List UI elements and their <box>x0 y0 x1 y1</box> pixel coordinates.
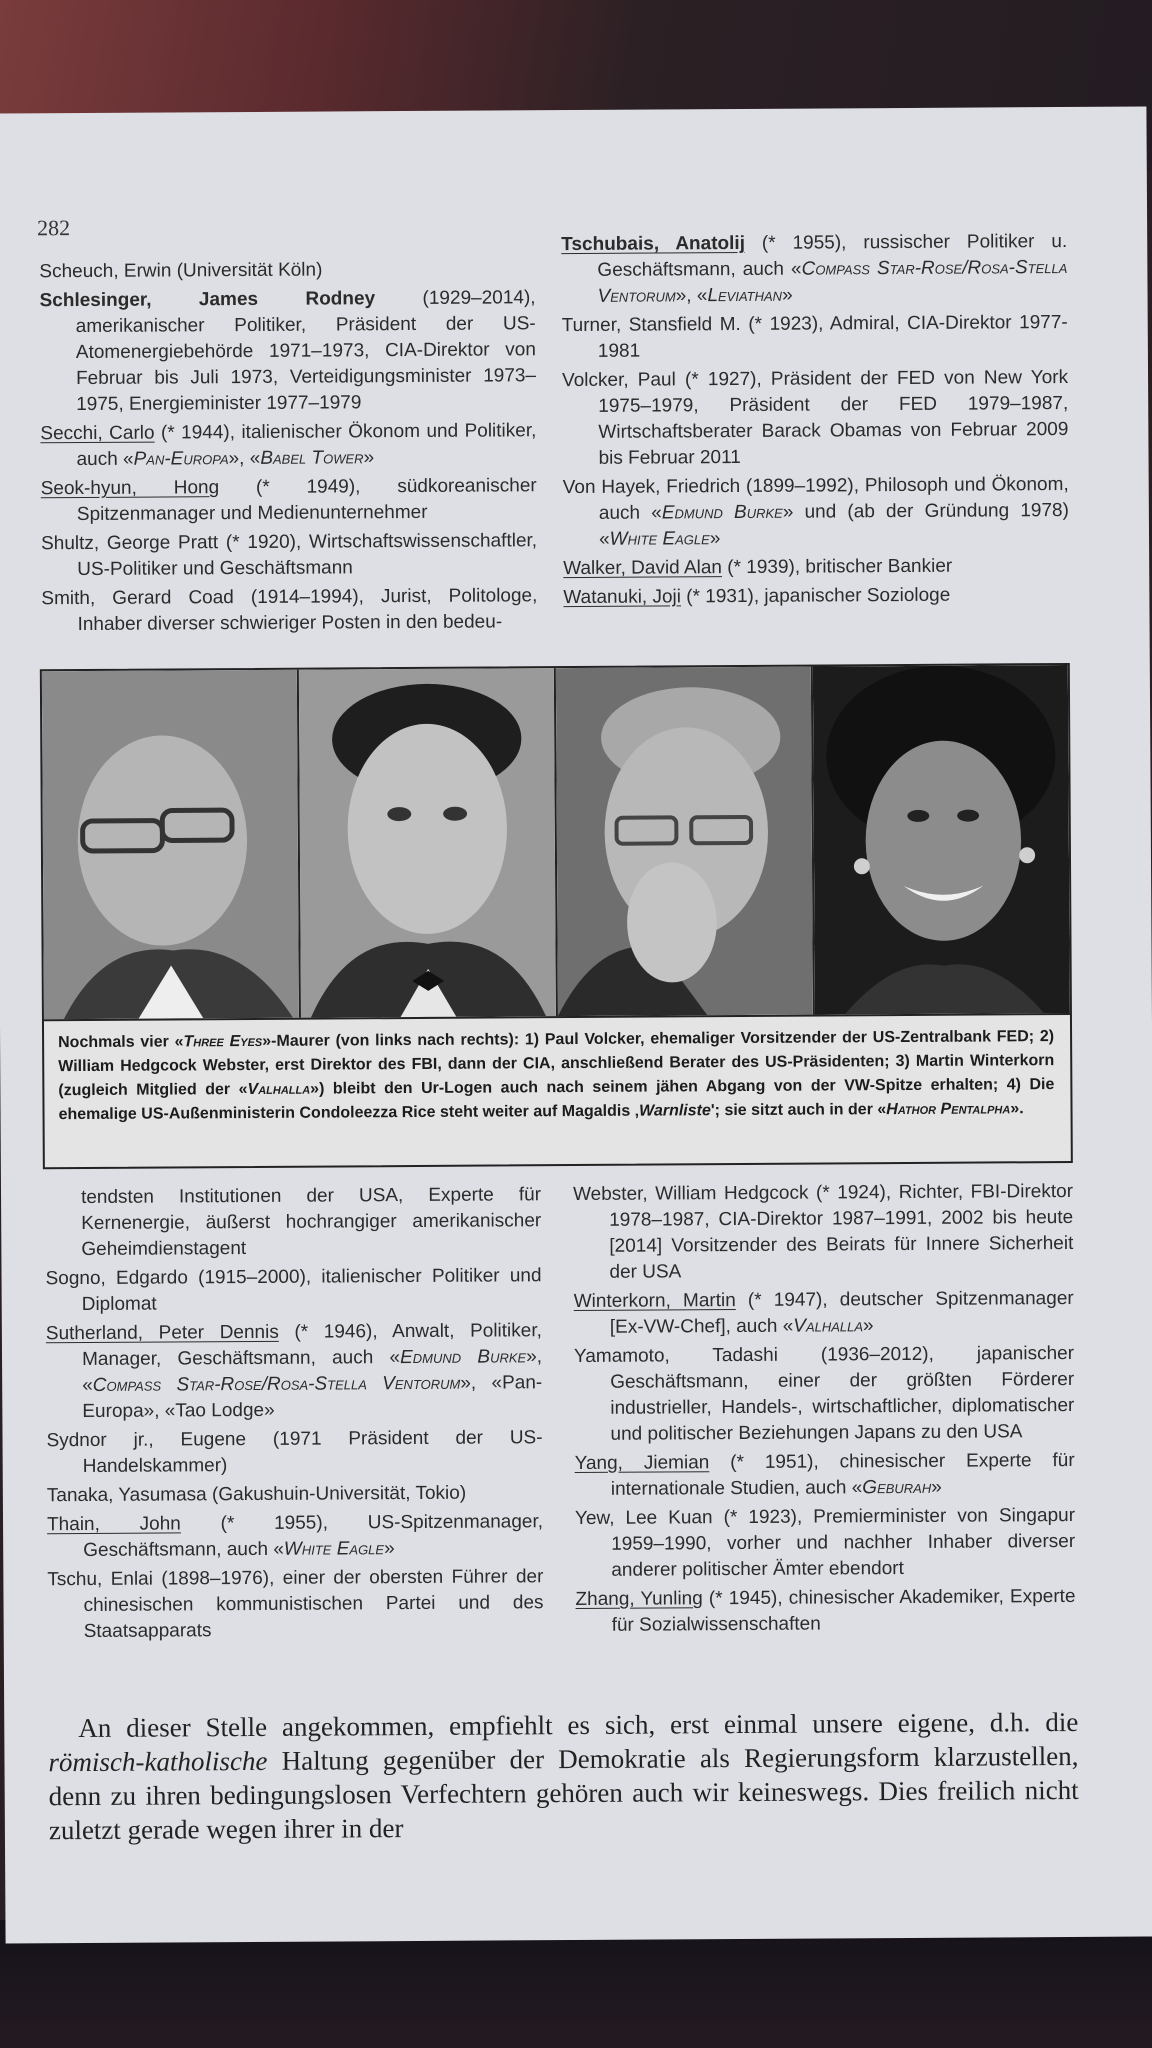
right-column-top <box>561 229 1069 614</box>
entry-lodge: Edmund Burke <box>661 501 783 524</box>
entry-text: (1914–1994), Jurist, Politologe, Inhaber diverser schwieriger Posten in den bedeu- <box>77 585 538 636</box>
entry-text: (* 1945), chinesischer Akademiker, Experte für Sozialwissenschaften <box>611 1585 1076 1636</box>
entry-text: (* 1955), russischer Politiker u. Geschäftsmann, auch « <box>597 230 1068 281</box>
index-entry <box>573 1179 1074 1286</box>
entry-name: Walker, David Alan <box>563 557 723 580</box>
index-entry <box>574 1341 1075 1448</box>
entry-name: Schlesinger, James Rodney <box>39 288 376 312</box>
entry-name: Webster, William Hedgcock <box>572 1182 809 1206</box>
entry-text: », « <box>228 447 261 470</box>
entry-name: Tschu, Enlai <box>47 1568 154 1591</box>
index-entry <box>41 528 537 583</box>
entry-text: (1898–1976), einer der obersten Führer der chinesischen kommunistischen Partei und des Staatsapparats <box>83 1566 544 1643</box>
photo-4 <box>813 665 1070 1015</box>
entry-lodge: Compass Star-Rose/Rosa-Stella Ventorum <box>597 256 1068 307</box>
entry-name: Sydnor jr., Eugene <box>46 1429 247 1452</box>
entry-lodge: Geburah <box>862 1476 932 1499</box>
entry-name: Thain, John <box>46 1513 181 1536</box>
entry-name: Shultz, George Pratt <box>40 532 219 555</box>
index-entry <box>39 285 536 418</box>
entry-text: (1971 Präsident der US-Handelskammer) <box>82 1427 543 1478</box>
entry-lodge: White Eagle <box>609 528 710 550</box>
entry-lodge: Pan-Europa <box>133 448 229 470</box>
photo-1 <box>42 670 301 1020</box>
entry-name: Turner, Stansfield M. <box>561 313 741 337</box>
index-entry <box>45 1182 541 1263</box>
index-entry <box>575 1503 1075 1584</box>
index-entry <box>47 1509 543 1564</box>
index-entry <box>40 418 536 473</box>
entry-name: Tschubais, Anatolij <box>561 232 746 256</box>
entry-text: » <box>363 447 375 469</box>
right-column-bottom <box>573 1179 1076 1642</box>
entry-text: (* 1944), italienischer Ökonom und Politiker, auch « <box>76 420 537 471</box>
index-entry <box>561 229 1067 310</box>
entry-lodge: Compass Star-Rose/Rosa-Stella Ventorum <box>92 1372 461 1396</box>
index-entry <box>563 472 1069 553</box>
photo-panel <box>40 663 1073 1169</box>
entry-text: » <box>383 1538 395 1560</box>
photo-3 <box>556 667 815 1017</box>
entry-text: (* 1939), britischer Bankier <box>721 555 953 579</box>
entry-text: (Gakushuin-Universität, Tokio) <box>206 1482 467 1506</box>
entry-text: (* 1923), Premierminister von Singapur 1959–1990, vorher und nachher Inhaber diverser anderer politischer Ämter ebendort <box>611 1504 1076 1581</box>
entry-name: Tanaka, Yasumasa <box>46 1484 207 1507</box>
entry-text: (* 1949), südkoreanischer Spitzenmanager und Medienunternehmer <box>76 475 537 526</box>
index-entry <box>562 310 1068 365</box>
entry-lodge: Babel Tower <box>260 447 364 469</box>
entry-lodge: Edmund Burke <box>400 1346 527 1369</box>
entry-name: Yamamoto, Tadashi <box>573 1344 778 1368</box>
entry-text: (1929–2014), amerikanischer Politiker, Präsident der US-Atomenergiebehörde 1971–1973, CIA-Direktor von Februar bis Juli 1973, Verteidigungsminister 1973–1975, Energieminister 1977–1979 <box>75 287 537 416</box>
entry-text: » und (ab der Gründung 1978) « <box>598 499 1069 550</box>
entry-name: Winterkorn, Martin <box>573 1290 736 1313</box>
entry-text: (* 1946), Anwalt, Politiker, Manager, Geschäftsmann, auch « <box>81 1320 542 1371</box>
entry-text: » <box>709 528 721 550</box>
left-column-bottom <box>45 1182 544 1648</box>
entry-text: tendsten Institutionen der USA, Experte für Kernenergie, äußerst hochrangiger amerikanischer Geheimdienstagent <box>80 1184 542 1261</box>
entry-text: (1936–2012), japanischer Geschäftsmann, einer der größten Förderer industrieller, Handels-, wirtschaftlicher, diplomatischer und politischer Beziehungen Japans zu den USA <box>610 1342 1075 1445</box>
index-entry <box>41 473 537 528</box>
entry-name: Smith, Gerard Coad <box>41 587 234 610</box>
entry-name: Scheuch, Erwin <box>39 260 172 283</box>
index-entry <box>47 1564 543 1645</box>
body-paragraph: An dieser Stelle angekommen, empfiehlt es sich, erst einmal unsere eigene, d.h. die römisch-katholische Haltung gegenüber der Demokratie als Regierungsform klarzustellen, denn zu ihren bedingungslosen Verfechtern gehören auch wir keineswegs. Dies freilich nicht zuletzt gerade wegen ihrer in der <box>48 1706 1079 1846</box>
index-entry <box>47 1480 543 1509</box>
entry-text: (* 1955), US-Spitzenmanager, Geschäftsmann, auch « <box>83 1511 544 1562</box>
entry-name: Von Hayek, Friedrich <box>562 475 741 499</box>
index-entry <box>562 365 1069 472</box>
entry-text: (* 1923), Admiral, CIA-Direktor 1977-1981 <box>597 311 1068 362</box>
index-entry <box>563 582 1069 611</box>
index-entry <box>46 1318 543 1425</box>
index-entry <box>45 1263 541 1318</box>
entry-name: Sogno, Edgardo <box>45 1267 188 1290</box>
entry-name: Yang, Jiemian <box>574 1452 710 1475</box>
photo-row <box>42 665 1070 1021</box>
page-number: 282 <box>37 215 71 241</box>
entry-text: », «Pan-Europa», «Tao Lodge» <box>82 1372 543 1423</box>
entry-lodge: White Eagle <box>283 1538 385 1560</box>
index-entry <box>575 1448 1075 1503</box>
left-column-top <box>39 256 537 641</box>
entry-text: (* 1920), Wirtschaftswissenschaftler, US-Politiker und Geschäftsmann <box>77 530 538 581</box>
index-entry <box>46 1425 542 1480</box>
entry-text: » <box>781 284 793 306</box>
entry-name: Yew, Lee Kuan <box>574 1507 713 1530</box>
entry-text: » <box>931 1476 942 1498</box>
entry-text: (Universität Köln) <box>171 259 323 282</box>
entry-name: Watanuki, Joji <box>563 586 682 609</box>
entry-text: (* 1951), chinesischer Experte für internationale Studien, auch « <box>610 1449 1075 1500</box>
entry-lodge: Leviathan <box>707 284 783 307</box>
index-entry <box>563 553 1069 582</box>
index-entry <box>41 583 537 638</box>
entry-text: (* 1924), Richter, FBI-Direktor 1978–1987, CIA-Direktor 1987–1991, 2002 bis heute [2014] Vorsitzender des Beirats für Innere Sicherheit der USA <box>609 1180 1074 1283</box>
entry-name: Seok-hyun, Hong <box>40 477 220 500</box>
index-entry <box>39 256 535 285</box>
entry-lodge: Valhalla <box>793 1315 864 1337</box>
photo-2 <box>299 668 558 1018</box>
book-page <box>0 106 1152 1943</box>
entry-text: (* 1931), japanischer Soziologe <box>680 584 951 608</box>
entry-name: Zhang, Yunling <box>575 1588 703 1611</box>
entry-text: (1899–1992), Philosoph und Ökonom, auch « <box>598 473 1069 524</box>
entry-name: Sutherland, Peter Dennis <box>45 1321 279 1345</box>
entry-text: », « <box>82 1346 543 1397</box>
index-entry <box>574 1286 1074 1341</box>
entry-name: Secchi, Carlo <box>40 422 155 445</box>
entry-text: (1915–2000), italienischer Politiker und Diplomat <box>81 1265 542 1316</box>
entry-text: (* 1927), Präsident der FED von New York 1975–1979, Präsident der FED 1979–1987, Wirtschaftsberater Barack Obamas von Februar 2009 bis Februar 2011 <box>598 366 1069 469</box>
entry-text: (* 1947), deutscher Spitzenmanager [Ex-VW-Chef], auch « <box>609 1287 1074 1338</box>
entry-text: » <box>862 1315 874 1337</box>
photo-caption: Nochmals vier «Three Eyes»-Maurer (von links nach rechts): 1) Paul Volcker, ehemaliger Vorsitzender der US-Zentralbank FED; 2) William Hedgcock Webster, erst Direktor des FBI, dann der CIA, anschließend Berater des US-Präsidenten; 3) Martin Winterkorn (zugleich Mitglied der «Valhalla») bleibt den Ur-Logen auch nach seinem jähen Abgang von der VW-Spitze erhalten; 4) Die ehemalige US-Außenministerin Condoleezza Rice steht weiter auf Magaldis ‚Warnliste'; sie sitzt auch in der «Hathor Pentalpha». <box>58 1028 1055 1124</box>
entry-text: », « <box>675 285 708 307</box>
entry-name: Volcker, Paul <box>561 369 676 392</box>
index-entry <box>575 1584 1075 1639</box>
